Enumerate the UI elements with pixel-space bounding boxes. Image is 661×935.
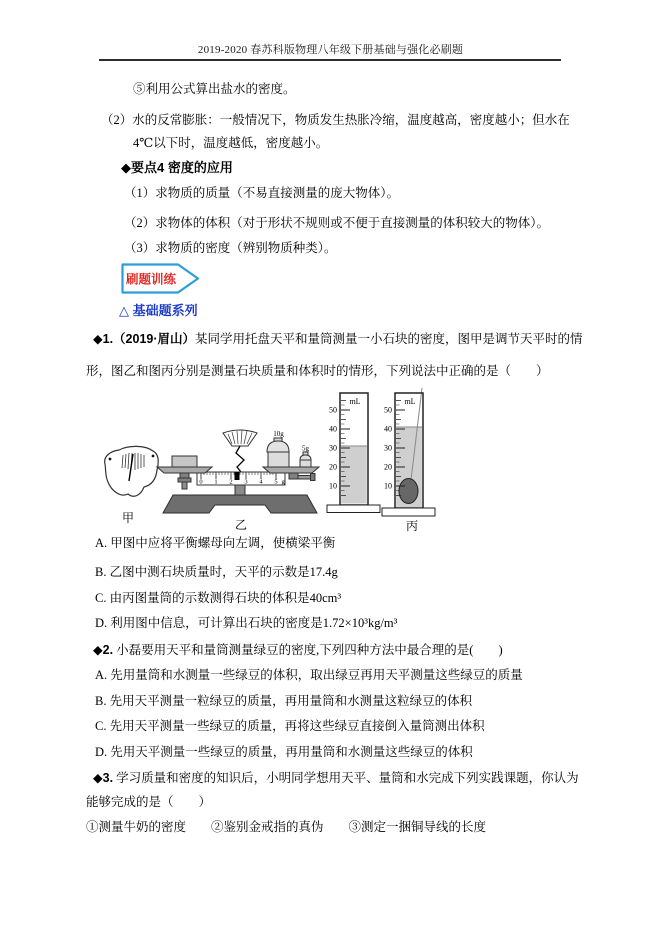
weight-5g-label: 5g (302, 444, 309, 453)
stone-in-cylinder (399, 479, 418, 504)
q1-option-c: C. 由丙图量筒的示数测得石块的体积是40cm³ (95, 591, 342, 605)
q3-stem-line1 (93, 771, 579, 786)
q2-option-a: A. 先用量筒和水测量一些绿豆的体积，取出绿豆再用天平测量这些绿豆的质量 (95, 668, 523, 682)
ruler-tick-3: 3 (244, 478, 248, 486)
q1-stem-line1 (93, 332, 583, 347)
q1-stem-line2: 形，图乙和图丙分别是测量石块质量和体积时的情形，下列说法中正确的是（ ） (86, 364, 549, 378)
left-pan-stem (182, 482, 187, 489)
q1-option-a: A. 甲图中应将平衡螺母向左调，使横梁平衡 (95, 536, 336, 550)
ruler-tick-4: 4 (259, 478, 263, 486)
weight-10g-body (268, 452, 289, 467)
q3-stem-text: 学习质量和密度的知识后，小明同学想用天平、量筒和水完成下列实践课题，你认为 (113, 771, 579, 785)
balance-pillar (235, 485, 245, 495)
ruler-tick-0: 0 (199, 478, 203, 486)
q2-number: ◆2. (93, 643, 114, 657)
cyl1-tick-40: 40 (329, 424, 337, 434)
application-item-1: （1）求物质的质量（不易直接测量的庞大物体）。 (124, 186, 400, 200)
cylinder1-water (341, 446, 367, 504)
balance-yi (157, 430, 319, 532)
weight-10g-label: 10g (273, 430, 284, 438)
cyl1-tick-10: 10 (329, 481, 337, 491)
balance-dial-plate (223, 430, 257, 446)
q2-option-d: D. 先用天平测量一些绿豆的质量，再用量筒和水测量这些绿豆的体积 (95, 745, 473, 759)
keypoint4-heading: ◆要点4 密度的应用 (121, 160, 233, 175)
balance-screw-knob (311, 474, 316, 481)
balance-pointer (236, 446, 244, 472)
q1-option-b: B. 乙图中测石块质量时，天平的示数是17.4g (95, 565, 338, 579)
weight-5g-body (300, 460, 311, 467)
ruler-tick-2: 2 (229, 478, 233, 486)
left-pan-nut (178, 478, 191, 482)
q3-number: ◆3. (93, 771, 114, 785)
cyl1-tick-20: 20 (329, 462, 337, 472)
q3-stem-line2: 能够完成的是（ ） (86, 795, 212, 809)
note-step5: ⑤利用公式算出盐水的密度。 (133, 82, 296, 96)
figure-label-bing: 丙 (405, 519, 419, 533)
ruler-unit: g (281, 478, 285, 486)
cyl1-tick-50: 50 (329, 405, 337, 415)
question1-figure (95, 388, 450, 536)
graduated-cylinders-bing (327, 388, 435, 533)
cyl2-tick-50: 50 (384, 405, 392, 415)
q2-stem-text: 小磊要用天平和量筒测量绿豆的密度,下列四种方法中最合理的是( ) (113, 643, 503, 657)
ruler-tick-5: 5 (274, 478, 278, 486)
stone-on-pan (172, 456, 197, 467)
q1-number: ◆1.（2019·眉山） (93, 332, 196, 346)
weight-10g-dome (267, 441, 289, 452)
cyl1-unit-ml: mL (349, 397, 361, 406)
cylinder2-base (382, 508, 435, 516)
q2-stem (93, 643, 503, 658)
balance-screw-shaft (298, 476, 311, 480)
application-item-3: （3）求物质的密度（辨别物质种类）。 (124, 241, 337, 255)
dial-outline (105, 446, 159, 496)
dial-screw-left (109, 458, 112, 461)
cyl2-tick-30: 30 (384, 443, 392, 453)
left-pan-bolt (180, 473, 189, 478)
q2-option-c: C. 先用天平测量一些绿豆的质量，再将这些绿豆直接倒入量筒测出体积 (95, 719, 485, 733)
note-expansion-line2: 4℃以下时，温度越低，密度越小。 (133, 136, 329, 150)
application-item-2: （2）求物体的体积（对于形状不规则或不便于直接测量的体积较大的物体）。 (124, 216, 550, 230)
beam-end-bolt (289, 473, 298, 479)
badge-label: 刷题训练 (125, 272, 177, 287)
ruler-tick-1: 1 (214, 478, 218, 486)
note-expansion-line1: （2）水的反常膨胀：一般情况下，物质发生热胀冷缩，温度越高，密度越小；但水在 (101, 113, 570, 127)
balance-base (163, 495, 317, 513)
left-pan (157, 467, 212, 473)
dial-screw-right (152, 455, 155, 458)
cyl2-tick-20: 20 (384, 462, 392, 472)
header-divider (99, 59, 561, 61)
cyl2-tick-40: 40 (384, 424, 392, 434)
cyl2-tick-10: 10 (384, 481, 392, 491)
q3-task-list: ①测量牛奶的密度 ②鉴别金戒指的真伪 ③测定一捆铜导线的长度 (86, 820, 487, 834)
q1-stem-text1: 某同学用托盘天平和量筒测量一小石块的密度，图甲是调节天平时的情 (195, 332, 583, 346)
cylinder1-base (327, 505, 380, 513)
figure-label-jia: 甲 (121, 511, 135, 525)
practice-training-badge (121, 263, 201, 294)
pointer-dial-jia (105, 446, 159, 525)
right-pan (263, 467, 319, 473)
figure-label-yi: 乙 (234, 518, 248, 532)
cyl1-tick-30: 30 (329, 443, 337, 453)
document-header-title: 2019-2020 春苏科版物理八年级下册基础与强化必刷题 (197, 44, 464, 56)
cyl2-unit-ml: mL (404, 397, 416, 406)
q2-option-b: B. 先用天平测量一粒绿豆的质量，再用量筒和水测量这粒绿豆的体积 (95, 694, 473, 708)
q1-option-d: D. 利用图中信息，可计算出石块的密度是1.72×10³kg/m³ (95, 616, 398, 630)
series-heading: △ 基础题系列 (119, 303, 198, 318)
ruler-rider (235, 472, 240, 480)
weight-5g-dome (300, 455, 311, 460)
